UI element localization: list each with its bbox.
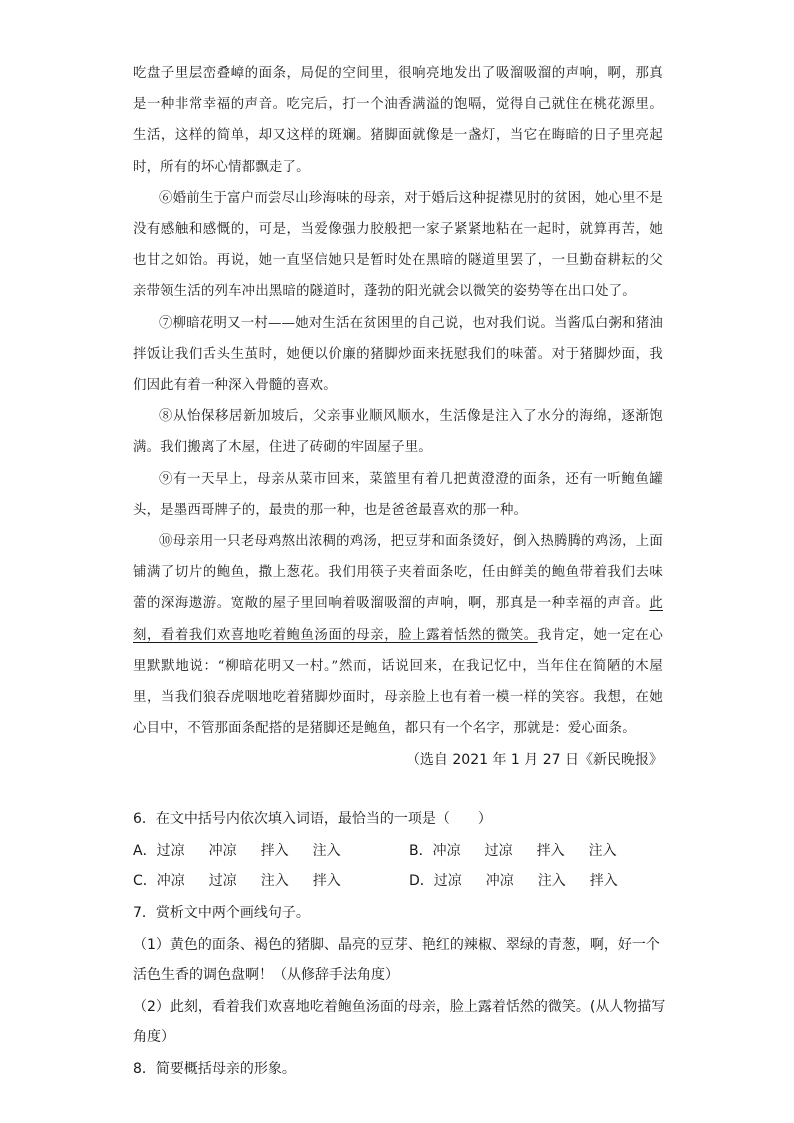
option-c-letter: C． <box>133 873 157 889</box>
option-b-word: 注入 <box>588 843 617 859</box>
option-c-word: 过凉 <box>208 873 237 889</box>
option-a-word: 拌入 <box>260 843 289 859</box>
question-7-2-line-1: （2）此刻，看着我们欢喜地吃着鲍鱼汤面的母亲，脸上露着恬然的微笑。(从人物描写 <box>133 999 666 1015</box>
paragraph-7: ⑦柳暗花明又一村——她对生活在贫困里的自己说，也对我们说。当酱瓜白粥和猪油拌饭让我们舌头生茧时，她便以价廉的猪脚炒面来抚慰我们的味蕾。对于猪脚炒面，我们因此有着一种深入骨髓的喜欢。 <box>133 315 663 394</box>
option-d-word: 拌入 <box>589 873 618 889</box>
option-b-word: 拌入 <box>536 843 565 859</box>
option-a[interactable] <box>133 840 365 860</box>
paragraph-10-part-1: ⑩母亲用一只老母鸡熬出浓稠的鸡汤，把豆芽和面条烫好，倒入热腾腾的鸡汤，上面铺满了切片的鲍鱼，撒上葱花。我们用筷子夹着面条吃，任由鲜美的鲍鱼带着我们去味蕾的深海遨游。宽敞的屋子里回响着吸溜吸溜的声响，啊，那真是一种幸福的声音。 <box>133 534 663 612</box>
option-c-word: 注入 <box>260 873 289 889</box>
option-d-word: 冲凉 <box>485 873 514 889</box>
option-c-word: 冲凉 <box>156 873 185 889</box>
option-a-word: 过凉 <box>156 843 185 859</box>
question-8: 8．简要概括母亲的形象。 <box>133 1061 296 1077</box>
option-a-word: 注入 <box>312 843 341 859</box>
option-d-letter: D． <box>409 873 434 889</box>
option-b-word: 冲凉 <box>432 843 461 859</box>
paragraph-10 <box>133 526 663 744</box>
option-b[interactable] <box>409 840 641 860</box>
article-source: （选自 2021 年 1 月 27 日《新民晚报》 <box>405 752 663 768</box>
option-d[interactable] <box>409 870 642 890</box>
option-b-word: 过凉 <box>484 843 513 859</box>
paragraph-6: ⑥婚前生于富户而尝尽山珍海味的母亲，对于婚后这种捉襟见肘的贫困，她心里不是没有感触和感慨的，可是，当爱像强力胶般把一家子紧紧地粘在一起时，就算再苦，她也甘之如饴。再说，她一直坚信她只是暂时处在黑暗的隧道里罢了，一旦勤奋耕耘的父亲带领生活的列车冲出黑暗的隧道时，蓬勃的阳光就会以微笑的姿势等在出口处了。 <box>133 190 663 300</box>
option-a-word: 冲凉 <box>208 843 237 859</box>
question-7-1-line-1: （1）黄色的面条、褐色的猪脚、晶亮的豆芽、艳红的辣椒、翠绿的青葱，啊，好一个 <box>133 937 660 953</box>
underlined-sentence: 此刻，看着我们欢喜地吃着鲍鱼汤面的母亲，脸上露着恬然的微笑。 <box>133 596 663 643</box>
option-d-word: 注入 <box>537 873 566 889</box>
paragraph-10-part-2: 我肯定，她一定在心里默默地说：“柳暗花明又一村。”然而，话说回来，在我记忆中，当年住在简陋的木屋里，当我们狼吞虎咽地吃着猪脚炒面时，母亲脸上也有着一模一样的笑容。我想，在她心目中，不管那面条配搭的是猪脚还是鲍鱼，都只有一个名字，那就是：爱心面条。 <box>133 627 663 737</box>
option-d-word: 过凉 <box>433 873 462 889</box>
option-a-letter: A． <box>133 843 157 859</box>
paragraph-8: ⑧从怡保移居新加坡后，父亲事业顺风顺水，生活像是注入了水分的海绵，逐渐饱满。我们搬离了木屋，住进了砖砌的牢固屋子里。 <box>133 409 663 456</box>
question-7-1-line-2: 活色生香的调色盘啊！（从修辞手法角度） <box>133 967 399 983</box>
article-body <box>133 58 663 744</box>
question-7-2-line-2: 角度） <box>133 1029 175 1045</box>
question-7: 7．赏析文中两个画线句子。 <box>133 905 310 921</box>
question-6: 6．在文中括号内依次填入词语，最恰当的一项是（ ） <box>133 811 492 827</box>
option-c[interactable] <box>133 870 365 890</box>
paragraph-continued: 吃盘子里层峦叠嶂的面条，局促的空间里，很响亮地发出了吸溜吸溜的声响，啊，那真是一种非常幸福的声音。吃完后，打一个油香满溢的饱嗝，觉得自己就住在桃花源里。生活，这样的简单，却又这样的斑斓。猪脚面就像是一盏灯，当它在晦暗的日子里亮起时，所有的坏心情都飘走了。 <box>133 66 663 175</box>
option-c-word: 拌入 <box>312 873 341 889</box>
paragraph-9: ⑨有一天早上，母亲从菜市回来，菜篮里有着几把黄澄澄的面条，还有一听鲍鱼罐头，是墨西哥牌子的，最贵的那一种，也是爸爸最喜欢的那一种。 <box>133 471 663 518</box>
option-b-letter: B． <box>409 843 433 859</box>
